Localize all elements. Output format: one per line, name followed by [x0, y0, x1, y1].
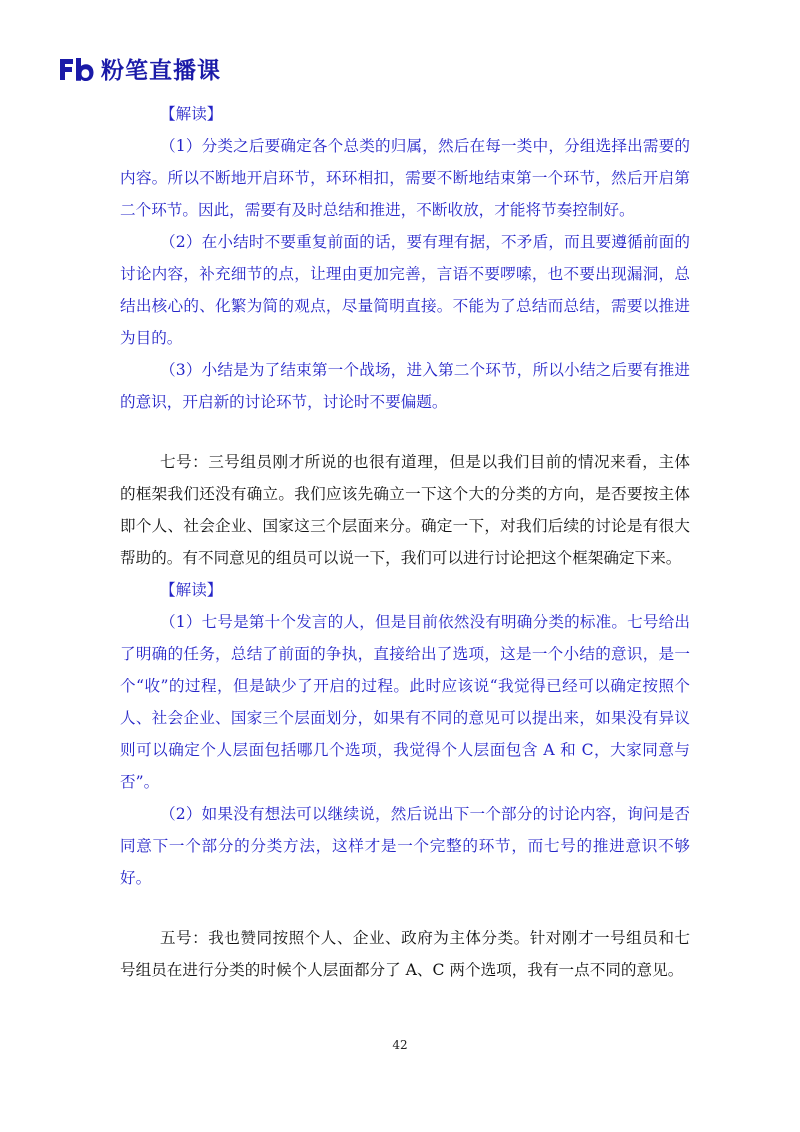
document-body	[120, 98, 690, 986]
interpretation-paragraph: （2）在小结时不要重复前面的话，要有理有据，不矛盾，而且要遵循前面的讨论内容，补充细节的点，让理由更加完善，言语不要啰嗦，也不要出现漏洞，总结出核心的、化繁为简的观点，尽量简明直接。不能为了总结而总结，需要以推进为目的。	[120, 233, 690, 347]
interpretation-paragraph: （2）如果没有想法可以继续说，然后说出下一个部分的讨论内容，询问是否同意下一个部分的分类方法，这样才是一个完整的环节，而七号的推进意识不够好。	[120, 805, 690, 887]
interpretation-paragraph: （1）分类之后要确定各个总类的归属，然后在每一类中，分组选择出需要的内容。所以不断地开启环节，环环相扣，需要不断地结束第一个环节，然后开启第二个环节。因此，需要有及时总结和推进，不断收放，才能将节奏控制好。	[120, 137, 690, 219]
interpretation-paragraph: （3）小结是为了结束第一个战场，进入第二个环节，所以小结之后要有推进的意识，开启新的讨论环节，讨论时不要偏题。	[120, 361, 690, 411]
paragraph-gap	[120, 418, 690, 446]
interpretation-label: 【解读】	[160, 105, 223, 123]
interpretation-label: 【解读】	[160, 581, 223, 599]
page-number: 42	[392, 1038, 408, 1052]
paragraph-gap	[120, 894, 690, 922]
speaker-paragraph: 五号：我也赞同按照个人、企业、政府为主体分类。针对刚才一号组员和七号组员在进行分类的时候个人层面都分了 A、C 两个选项，我有一点不同的意见。	[120, 929, 690, 979]
brand-name: 粉笔直播课	[101, 58, 221, 84]
speaker-paragraph: 七号：三号组员刚才所说的也很有道理，但是以我们目前的情况来看，主体的框架我们还没有确立。我们应该先确立一下这个大的分类的方向，是否要按主体即个人、社会企业、国家这三个层面来分。确定一下，对我们后续的讨论是有很大帮助的。有不同意见的组员可以说一下，我们可以进行讨论把这个框架确定下来。	[120, 453, 690, 567]
header-logo	[57, 52, 221, 85]
interpretation-paragraph: （1）七号是第十个发言的人，但是目前依然没有明确分类的标准。七号给出了明确的任务，总结了前面的争执，直接给出了选项，这是一个小结的意识，是一个“收”的过程，但是缺少了开启的过程。此时应该说“我觉得已经可以确定按照个人、社会企业、国家三个层面划分，如果有不同的意见可以提出来，如果没有异议则可以确定个人层面包括哪几个选项，我觉得个人层面包含 A 和 C，大家同意与否”。	[120, 613, 690, 791]
fb-logo-icon	[57, 55, 95, 83]
